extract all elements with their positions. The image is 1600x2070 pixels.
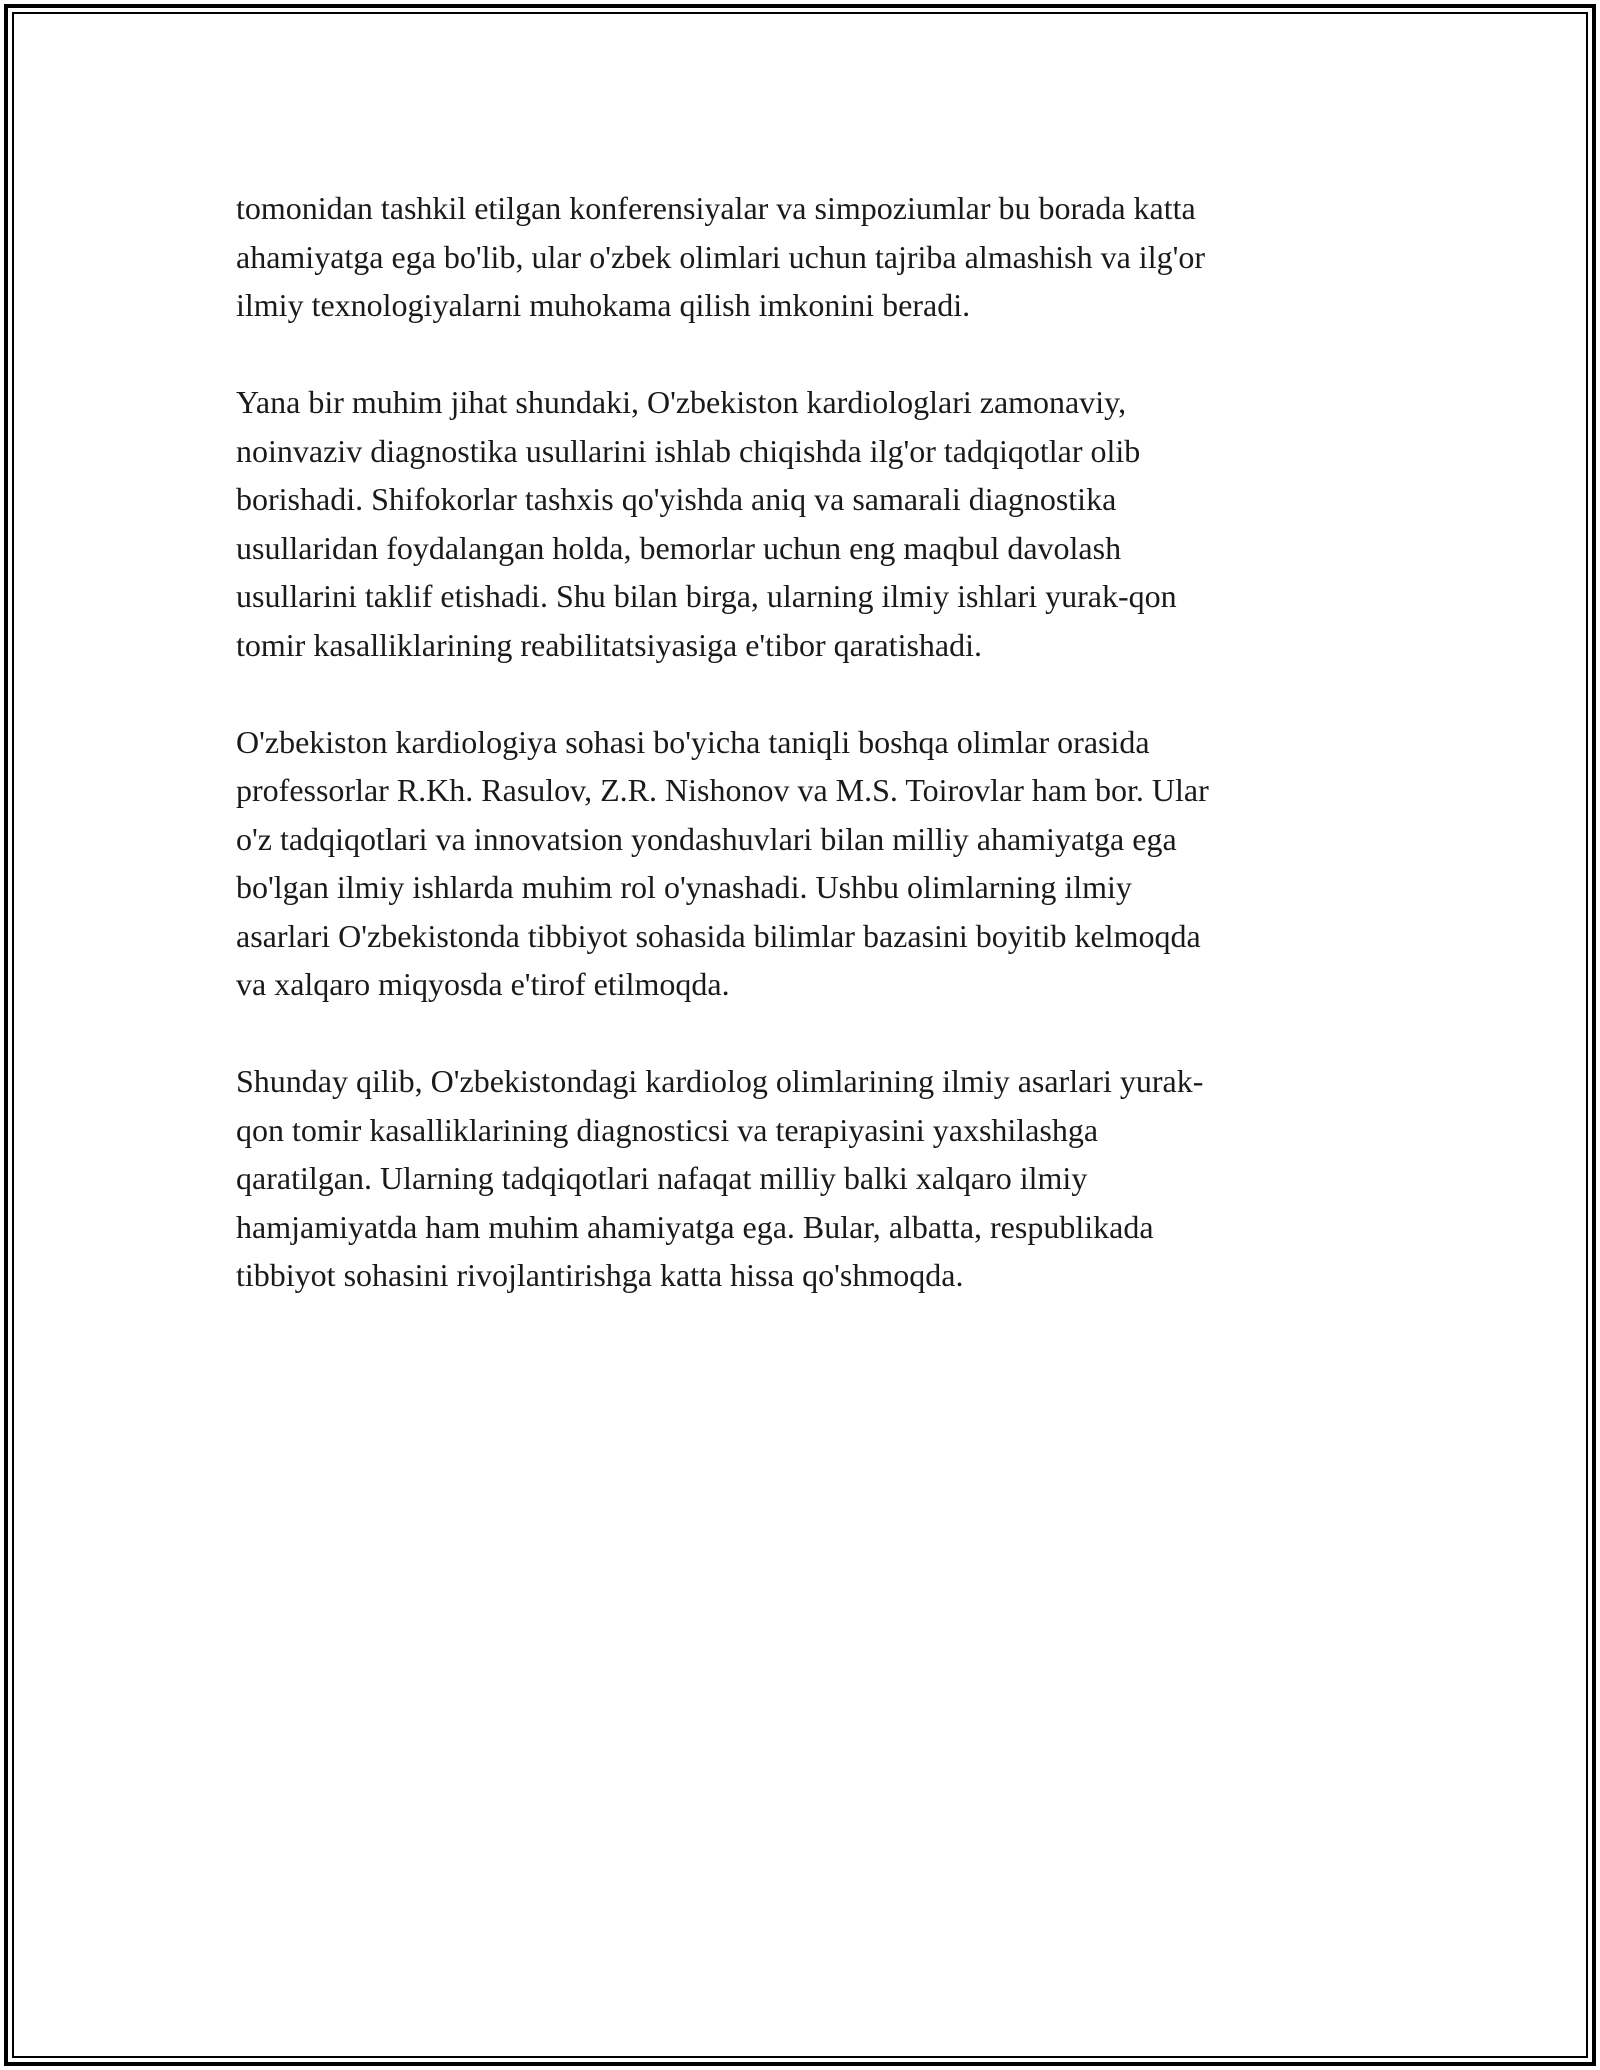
text-line: tomir kasalliklarining reabilitatsiyasiga e'tibor qaratishadi.: [236, 626, 982, 663]
text-line: bo'lgan ilmiy ishlarda muhim rol o'ynashadi. Ushbu olimlarning ilmiy: [236, 869, 1132, 905]
text-line: o'z tadqiqotlari va innovatsion yondashuvlari bilan milliy ahamiyatga ega: [236, 820, 1177, 857]
text-line: va xalqaro miqyosda e'tirof etilmoqda.: [236, 966, 730, 1002]
text-line: hamjamiyatda ham muhim ahamiyatga ega. Bular, albatta, respublikada: [236, 1208, 1154, 1245]
paragraph-4: [236, 1057, 1366, 1300]
text-line: usullarini taklif etishadi. Shu bilan birga, ularning ilmiy ishlari yurak-qon: [236, 578, 1177, 614]
paragraph-2: [236, 378, 1366, 669]
text-line: usullaridan foydalangan holda, bemorlar uchun eng maqbul davolash: [236, 529, 1122, 566]
text-line: O'zbekiston kardiologiya sohasi bo'yicha taniqli boshqa olimlar orasida: [236, 723, 1150, 760]
text-line: ilmiy texnologiyalarni muhokama qilish imkonini beradi.: [236, 287, 971, 323]
text-line: tibbiyot sohasini rivojlantirishga katta hissa qo'shmoqda.: [236, 1257, 964, 1293]
text-line: noinvaziv diagnostika usullarini ishlab chiqishda ilg'or tadqiqotlar olib: [236, 432, 1141, 469]
text-line: Shunday qilib, O'zbekistondagi kardiolog olimlarining ilmiy asarlari yurak-: [236, 1063, 1204, 1099]
text-line: tomonidan tashkil etilgan konferensiyalar va simpoziumlar bu borada katta: [236, 190, 1196, 226]
text-line: professorlar R.Kh. Rasulov, Z.R. Nishonov va M.S. Toirovlar ham bor. Ular: [236, 772, 1209, 808]
document-body: [236, 184, 1366, 1348]
text-line: borishadi. Shifokorlar tashxis qo'yishda aniq va samarali diagnostika: [236, 481, 1117, 517]
text-line: qon tomir kasalliklarining diagnosticsi va terapiyasini yaxshilashga: [236, 1111, 1099, 1148]
text-line: qaratilgan. Ularning tadqiqotlari nafaqat milliy balki xalqaro ilmiy: [236, 1160, 1088, 1196]
text-line: ahamiyatga ega bo'lib, ular o'zbek olimlari uchun tajriba almashish va ilg'or: [236, 238, 1205, 275]
paragraph-3: [236, 718, 1366, 1009]
paragraph-1: [236, 184, 1366, 330]
text-line: Yana bir muhim jihat shundaki, O'zbekiston kardiologlari zamonaviy,: [236, 384, 1127, 420]
text-line: asarlari O'zbekistonda tibbiyot sohasida bilimlar bazasini boyitib kelmoqda: [236, 917, 1201, 954]
